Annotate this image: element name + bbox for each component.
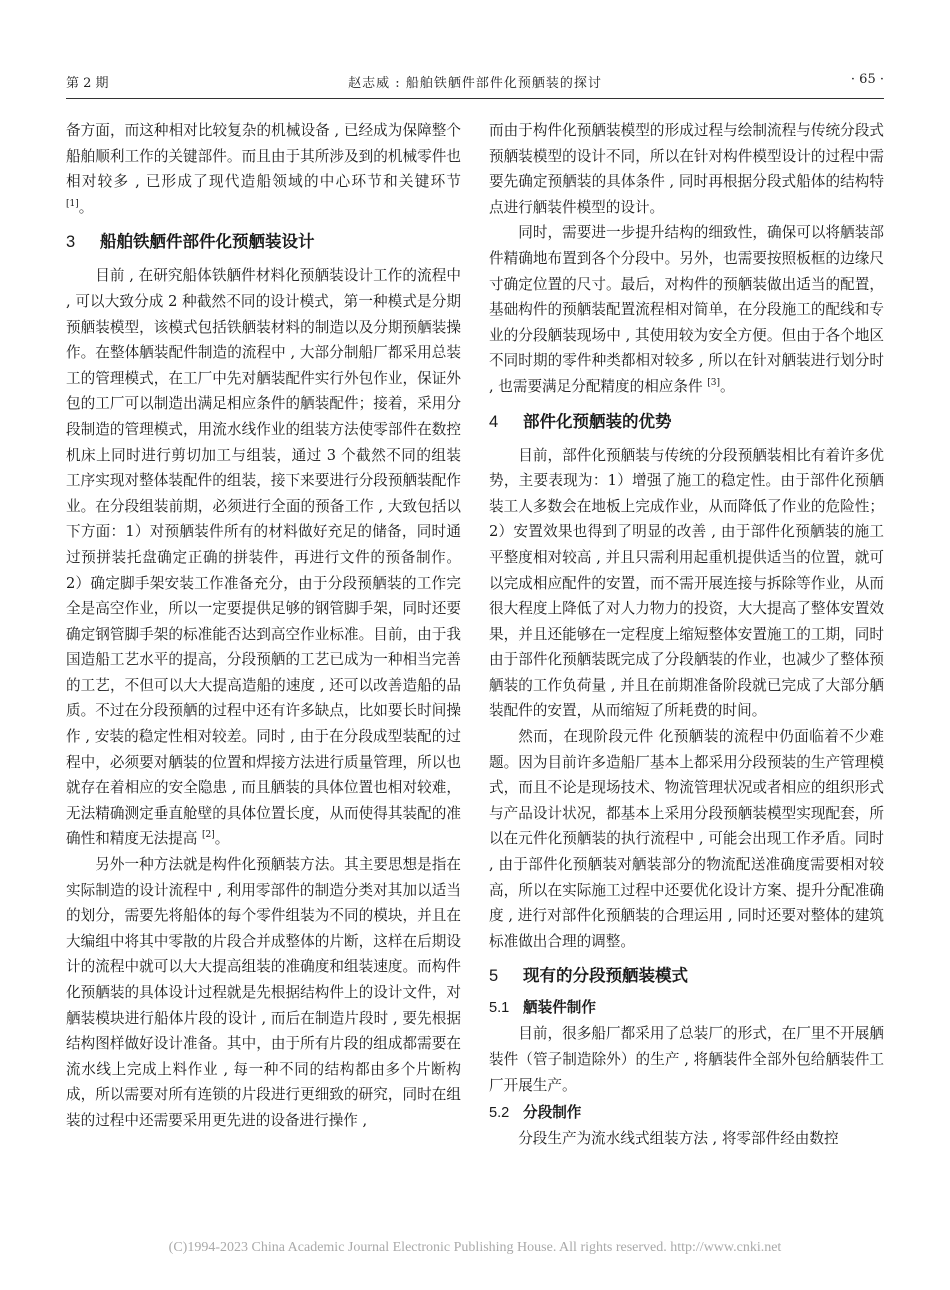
subsection-number: 5.1 — [489, 1000, 510, 1017]
subsection-title: 舾装件制作 — [523, 999, 596, 1017]
left-column — [66, 118, 461, 1134]
subsection-heading-5-1 — [489, 997, 884, 1019]
section-title: 现有的分段预舾装模式 — [523, 966, 688, 986]
section-number: 4 — [489, 412, 499, 431]
section-title: 船舶铁舾件部件化预舾装设计 — [100, 232, 315, 252]
paragraph-3-2: 另外一种方法就是构件化预舾装方法。其主要思想是指在实际制造的设计流程中 , 利用零部件的制造分类对其加以适当的划分，需要先将船体的每个零件组装为不同的模块，并且在大编组中将其中零散的片段合并成整体的片断，这样在后期设计的流程中就可以大大提高组装的准确度和组装速度。而构件化预舾装的具体设计过程就是先根据结构件上的设计文件，对舾装模块进行船体片段的设计 , 而后在制造片段时 , 要先根据结构图样做好设计准备。其中，由于所有片段的组成都需要在流水线上完成上料作业 , 每一种不同的结构都由多个片断构成，所以需要对所有连锁的片段进行更细致的研究，同时在组装的过程中还需要采用更先进的设备进行操作 , — [66, 856, 461, 1129]
paragraph-4-2: 然而，在现阶段元件 化预舾装的流程中仍面临着不少难题。因为目前许多造船厂基本上都采用分段预装的生产管理模式，而且不论是现场技术、物流管理状况或者相应的组织形式与产品设计状况，都基本上采用分段预舾装模型实现配套，所以在元件化预舾装的执行流程中 , 可能会出现工作矛盾。同时 , 由于部件化预舾装对舾装部分的物流配送准确度需要相对较高，所以在实际施工过程中还要优化设计方案、提升分配准确度 , 进行对部件化预舾装的合理运用 , 同时还要对整体的建筑标准做出合理的调整。 — [489, 728, 884, 950]
right-column — [489, 118, 884, 1152]
paragraph-5-2: 分段生产为流水线式组装方法 , 将零部件经由数控 — [518, 1130, 839, 1148]
citation-ref[interactable]: [1] — [66, 198, 79, 209]
subsection-heading-5-2 — [489, 1102, 884, 1124]
paragraph-3-2-continued: 而由于构件化预舾装模型的形成过程与绘制流程与传统分段式预舾装模型的设计不同，所以在针对构件模型设计的过程中需要先确定预舾装的具体条件 , 同时再根据分段式船体的结构特点进行舾装件模型的设计。 — [489, 122, 884, 216]
subsection-title: 分段制作 — [523, 1104, 582, 1122]
paragraph-4-1: 目前，部件化预舾装与传统的分段预舾装相比有着许多优势，主要表现为：1）增强了施工的稳定性。由于部件化预舾装工人多数会在地板上完成作业，从而降低了作业的危险性；2）安置效果也得到了明显的改善 , 由于部件化预舾装的施工平整度相对较高 , 并且只需利用起重机提供适当的位置，就可以完成相应配件的安置，而不需开展连接与拆除等作业，从而很大程度上降低了对人力物力的投资，大大提高了整体安置效果，并且还能够在一定程度上缩短整体安置施工的工期，同时由于部件化预舾装既完成了分段舾装的作业，也减少了整体预舾装的工作负荷量 , 并且在前期准备阶段就已完成了大部分舾装配件的安置，从而缩短了所耗费的时间。 — [489, 446, 884, 720]
page-number: · 65 · — [850, 72, 884, 87]
section-number: 5 — [489, 967, 499, 986]
section-heading-3 — [66, 231, 461, 253]
section-number: 3 — [66, 233, 76, 252]
running-title: 赵志威 : 船舶铁舾件部件化预舾装的探讨 — [348, 76, 602, 91]
citation-ref[interactable]: [3] — [707, 378, 720, 389]
paragraph-intro: 备方面，而这种相对比较复杂的机械设备 , 已经成为保障整个船舶顺利工作的关键部件。而且由于其所涉及到的机械零件也相对较多 , 已形成了现代造船领域的中心环节和关键环节 [1]。 — [66, 122, 461, 216]
section-heading-4 — [489, 411, 884, 433]
section-heading-5 — [489, 965, 884, 987]
paragraph-3-1: 目前 , 在研究船体铁舾件材料化预舾装设计工作的流程中 , 可以大致分成 2 种截然不同的设计模式，第一种模式是分期预舾装模型，该模式包括铁舾装材料的制造以及分期预舾装操作。在整体舾装配件制造的流程中 , 大部分制船厂都采用总装工的管理模式，在工厂中先对舾装配件实行外包作业，保证外包的工厂可以制造出满足相应条件的舾装配件；接着，采用分段制造的管理模式，用流水线作业的组装方法使零部件在数控机床上同时进行剪切加工与组装，通过 3 个截然不同的组装工序实现对整体装配件的组装，接下来要进行分段预舾装配作业。在分段组装前期，必须进行全面的预备工作 , 大致包括以下方面：1）对预舾装件所有的材料做好充足的储备，同时通过预拼装托盘确定正确的拼装件，再进行文件的预备制作。2）确定脚手架安装工作准备充分，由于分段预舾装的工作完全是高空作业，所以一定要提供足够的钢管脚手架，同时还要确定钢管脚手架的标准能否达到高空作业标准。目前，由于我国造船工艺水平的提高，分段预舾的工艺已成为一种相当完善的工艺，不但可以大大提高造船的速度 , 还可以改善造船的品质。不过在分段预舾的过程中还有许多缺点，比如要长时间操作 , 安装的稳定性相对较差。同时 , 由于在分段成型装配的过程中，必须要对舾装的位置和焊接方法进行质量管理，所以也就存在着相应的安全隐患 , 而且舾装的具体位置也相对较难，无法精确测定垂直舱壁的具体位置长度，从而使得其装配的准确性和精度无法提高 [2]。 — [66, 267, 461, 848]
copyright-footer: (C)1994-2023 China Academic Journal Electronic Publishing House. All rights reserved. http://www.cnki.net — [168, 1240, 782, 1255]
section-title: 部件化预舾装的优势 — [523, 411, 672, 431]
header-divider — [66, 98, 884, 99]
paragraph-3-3: 同时，需要进一步提升结构的细致性，确保可以将舾装部件精确地布置到各个分段中。另外，也需要按照板框的边缘尺寸确定位置的尺寸。最后，对构件的预舾装做出适当的配置，基础构件的预舾装配置流程相对简单，在分段施工的配线和专业的分段舾装现场中 , 其使用较为安全方便。但由于各个地区不同时期的零件种类都相对较多 , 所以在针对舾装进行划分时 , 也需要满足分配精度的相应条件 [3]。 — [489, 224, 884, 395]
paragraph-5-1: 目前，很多船厂都采用了总装厂的形式，在厂里不开展舾装件（管子制造除外）的生产 , 将舾装件全部外包给舾装件工厂开展生产。 — [489, 1025, 884, 1094]
citation-ref[interactable]: [2] — [202, 830, 215, 841]
running-header — [66, 68, 884, 98]
issue-number: 第 2 期 — [66, 76, 109, 91]
subsection-number: 5.2 — [489, 1105, 510, 1122]
